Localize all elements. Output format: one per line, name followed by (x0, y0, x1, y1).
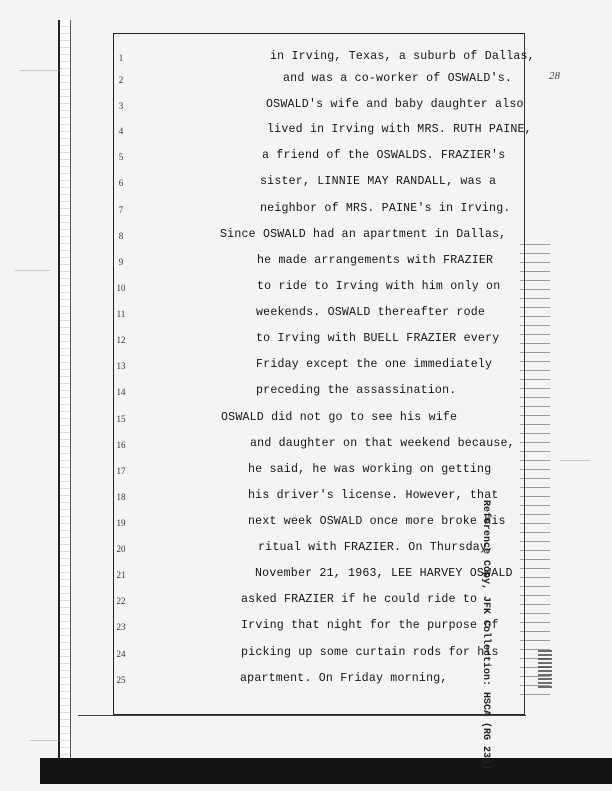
line-number: 24 (116, 649, 126, 659)
transcript-line: ritual with FRAZIER. On Thursday, (258, 541, 495, 554)
line-number: 25 (116, 675, 126, 685)
transcript-line: preceding the assassination. (256, 384, 457, 397)
transcript-line: Friday except the one immediately (256, 358, 493, 371)
transcript-line: weekends. OSWALD thereafter rode (256, 306, 486, 319)
transcript-line: and daughter on that weekend because, (250, 437, 515, 450)
line-number: 3 (118, 101, 124, 111)
transcript-line: sister, LINNIE MAY RANDALL, was a (260, 175, 497, 188)
transcript-line: OSWALD did not go to see his wife (221, 411, 458, 424)
scan-speck (30, 740, 60, 741)
scan-speck (560, 460, 590, 461)
transcript-line: his driver's license. However, that (248, 489, 499, 502)
transcript-line: he made arrangements with FRAZIER (257, 254, 494, 267)
transcript-line: November 21, 1963, LEE HARVEY OSWALD (255, 567, 513, 580)
scan-speck (20, 70, 60, 71)
transcript-line: Since OSWALD had an apartment in Dallas, (220, 228, 507, 241)
transcript-line: apartment. On Friday morning, (240, 672, 448, 685)
line-number: 19 (116, 518, 126, 528)
line-number: 17 (116, 466, 126, 476)
archive-stamp-text: Reference Copy, JFK Collection: HSCA (RG 233) (480, 500, 491, 771)
line-number: 16 (116, 440, 126, 450)
transcript-line: next week OSWALD once more broke his (248, 515, 506, 528)
line-number: 13 (116, 361, 126, 371)
line-number: 11 (116, 309, 126, 319)
line-number: 8 (118, 231, 124, 241)
line-number: 18 (116, 492, 126, 502)
scan-noise-right-lower (538, 650, 552, 690)
line-number: 10 (116, 283, 126, 293)
line-number: 12 (116, 335, 126, 345)
margin-page-number: 28 (549, 70, 560, 82)
binding-strip (58, 20, 71, 760)
scan-speck (15, 270, 50, 271)
transcript-line: to Irving with BUELL FRAZIER every (256, 332, 500, 345)
transcript-line: asked FRAZIER if he could ride to (241, 593, 478, 606)
transcript-line: to ride to Irving with him only on (257, 280, 501, 293)
transcript-line: OSWALD's wife and baby daughter also (266, 98, 524, 111)
line-number: 14 (116, 387, 126, 397)
line-number: 4 (118, 126, 124, 136)
line-number: 15 (116, 414, 126, 424)
transcript-line: a friend of the OSWALDS. FRAZIER's (262, 149, 506, 162)
line-number: 7 (118, 205, 124, 215)
transcript-line: neighbor of MRS. PAINE's in Irving. (260, 202, 511, 215)
transcript-line: Irving that night for the purpose of (241, 619, 499, 632)
transcript-line: lived in Irving with MRS. RUTH PAINE, (267, 123, 532, 136)
line-number: 23 (116, 622, 126, 632)
line-number: 20 (116, 544, 126, 554)
scan-noise-right (520, 240, 550, 700)
transcript-line: he said, he was working on getting (248, 463, 492, 476)
line-number: 6 (118, 178, 124, 188)
line-number: 22 (116, 596, 126, 606)
transcript-line: picking up some curtain rods for his (241, 646, 499, 659)
line-number: 5 (118, 152, 124, 162)
line-number: 1 (118, 53, 124, 63)
transcript-line: in Irving, Texas, a suburb of Dallas, (270, 50, 535, 63)
transcript-line: and was a co-worker of OSWALD's. (283, 72, 513, 85)
line-number: 21 (116, 570, 126, 580)
line-number: 9 (118, 257, 124, 267)
scan-dark-edge (40, 758, 612, 784)
bottom-rule (78, 715, 526, 716)
line-number: 2 (118, 75, 124, 85)
